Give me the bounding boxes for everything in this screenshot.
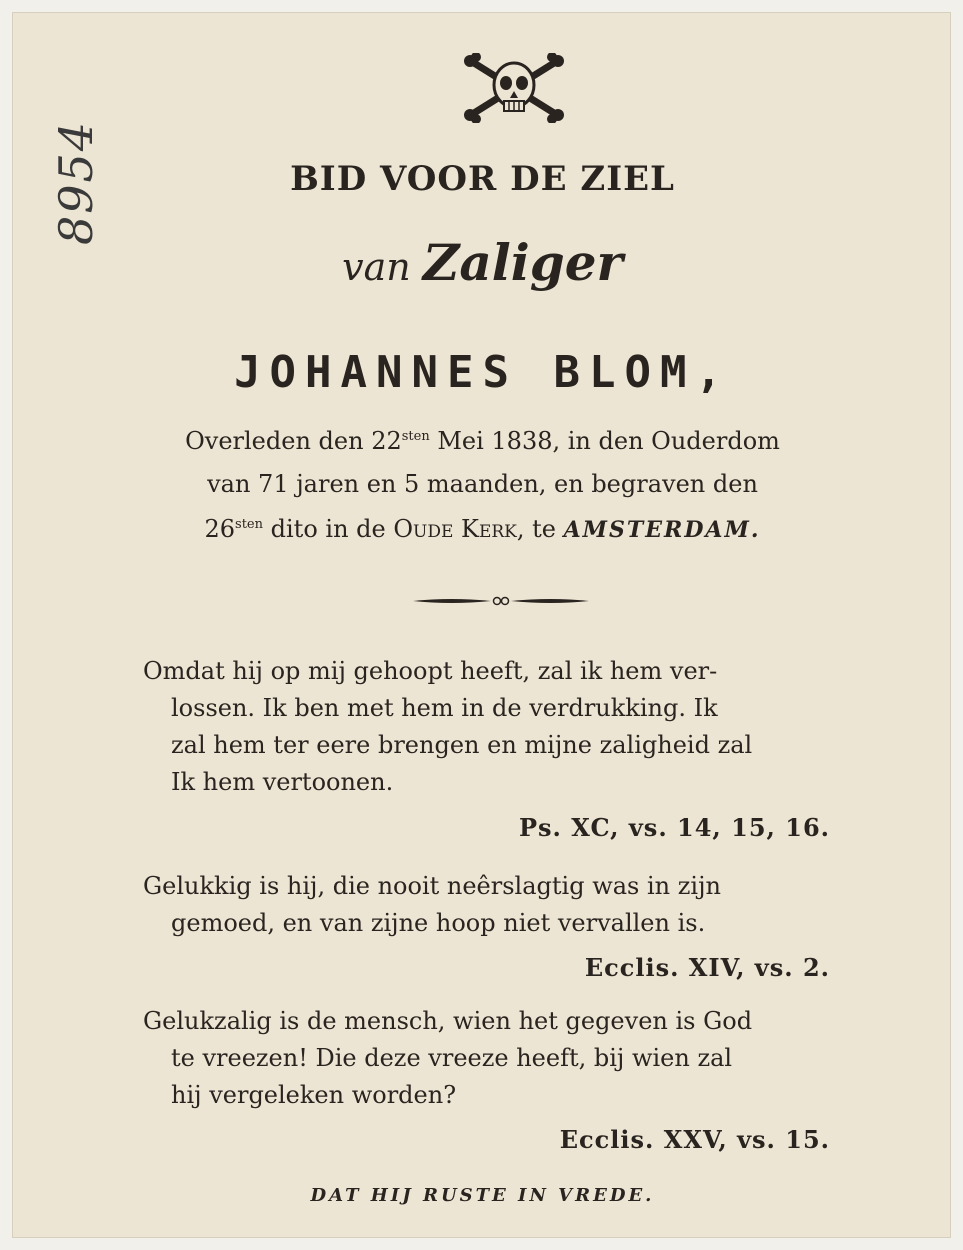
burial-day: 26 [204,515,236,543]
verse-2 [143,868,843,942]
city-name: AMSTERDAM. [563,517,761,543]
verse-line: gemoed, en van zijne hoop niet vervallen is. [171,909,706,937]
verse-line: lossen. Ik ben met hem in de verdrukking. Ik [171,694,718,722]
burial-text: dito in de [263,515,394,543]
verse-line: Gelukkig is hij, die nooit neêrslagtig was in zijn [143,872,721,900]
verse-line: hij vergeleken worden? [171,1081,457,1109]
verse-3 [143,1003,843,1114]
verse-line: zal hem ter eere brengen en mijne zaligheid zal [171,731,753,759]
info-line-2: van 71 jaren en 5 maanden, en begraven den [207,470,758,498]
verse-line: Omdat hij op mij gehoopt heeft, zal ik hem ver- [143,657,718,685]
verse-3-reference: Ecclis. XXV, vs. 15. [559,1125,830,1154]
verse-2-reference: Ecclis. XIV, vs. 2. [584,953,830,982]
verse-line: te vreezen! Die deze vreeze heeft, bij wien zal [171,1044,733,1072]
subtitle-van: van [342,245,411,289]
verse-1-reference: Ps. XC, vs. 14, 15, 16. [519,813,830,842]
memorial-card [12,12,951,1238]
closing-prayer: DAT HIJ RUSTE IN VREDE. [310,1185,655,1206]
info-date-text: Overleden den 22 [185,427,402,455]
info-line-1 [13,427,952,455]
subtitle-zaliger: Zaliger [422,233,623,292]
info-date-suffix: sten [401,429,430,444]
handwritten-catalog-number: 8954 [49,119,103,245]
info-line-3 [13,515,952,543]
verse-line: Gelukzalig is de mensch, wien het gegeven is God [143,1007,753,1035]
ornamental-divider [411,591,591,611]
skull-and-crossbones-icon [462,53,566,123]
verse-1 [143,653,843,801]
burial-day-suffix: sten [235,517,263,532]
subtitle [13,233,952,292]
info-age-text: Mei 1838, in den Ouderdom [429,427,780,455]
verse-line: Ik hem vertoonen. [171,768,394,796]
deceased-name: JOHANNES BLOM, [234,347,731,398]
card-title: BID VOOR DE ZIEL [290,159,675,199]
church-name: Oude Kerk [393,515,517,543]
burial-text-2: , te [516,515,564,543]
